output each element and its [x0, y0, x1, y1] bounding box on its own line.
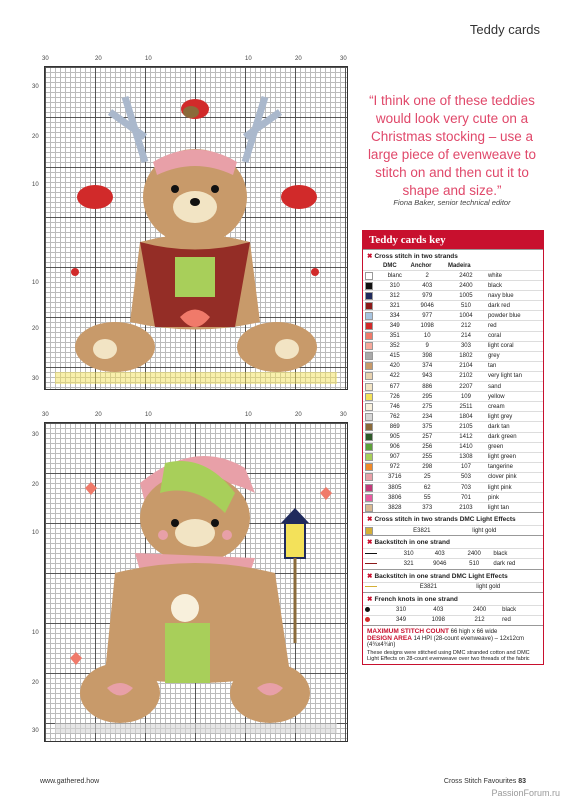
key-cell-madeira: 107 — [446, 462, 486, 472]
key-row — [363, 422, 543, 432]
axis-label: 10 — [145, 56, 152, 62]
key-cell-dmc: 906 — [381, 442, 408, 452]
key-title: Teddy cards key — [363, 231, 543, 249]
axis-label: 30 — [32, 432, 39, 438]
key-cell-madeira: 212 — [446, 321, 486, 331]
key-row — [363, 462, 543, 472]
key-cell-anchor: 2 — [408, 271, 445, 281]
max-label: MAXIMUM STITCH COUNT — [367, 627, 449, 635]
key-cell-madeira: 2402 — [446, 271, 486, 281]
key-cell-anchor: 295 — [408, 392, 445, 402]
symbol-swatch — [365, 527, 373, 535]
key-cell-anchor: 9 — [408, 341, 445, 351]
symbol-swatch — [365, 292, 373, 300]
key-cell-anchor: 234 — [408, 412, 445, 422]
key-row — [363, 281, 543, 291]
key-cell-name: green — [486, 442, 543, 452]
key-row — [363, 493, 543, 503]
symbol-swatch — [365, 302, 373, 310]
key-cell-name: grey — [486, 351, 543, 361]
cross-icon: ✖ — [367, 253, 373, 260]
key-subhead-cross: ✖ Cross stitch in two strands — [363, 249, 543, 262]
symbol-swatch — [365, 362, 373, 370]
key-cell-anchor: 403 — [423, 549, 457, 559]
col-dmc: DMC — [383, 263, 397, 269]
key-cell-dmc: blanc — [381, 271, 408, 281]
key-cell-dmc: 762 — [381, 412, 408, 422]
footer-page: Cross Stitch Favourites 83 — [443, 778, 526, 785]
symbol-swatch — [365, 393, 373, 401]
key-cell-dmc: 321 — [395, 559, 423, 569]
symbol-swatch — [365, 484, 373, 492]
axis-label: 30 — [32, 376, 39, 382]
key-cell-dmc: 351 — [381, 331, 408, 341]
key-row — [363, 361, 543, 371]
teddy-snowman-illustration — [45, 423, 347, 741]
key-row — [363, 526, 543, 536]
key-cell-anchor: 943 — [408, 371, 445, 381]
key-cell-madeira: 510 — [446, 301, 486, 311]
key-cell-anchor: 375 — [408, 422, 445, 432]
key-cell-dmc: 907 — [381, 452, 408, 462]
key-cell-dmc: 310 — [384, 605, 417, 615]
key-row — [363, 605, 543, 615]
key-cell-name: light gold — [474, 582, 543, 592]
key-cell-anchor — [455, 582, 465, 592]
symbol-swatch — [365, 272, 373, 280]
key-cell-name: sand — [486, 382, 543, 392]
key-cell-dmc: 310 — [381, 281, 408, 291]
key-cell-dmc: 349 — [384, 615, 417, 625]
key-cell-dmc: 3716 — [381, 472, 408, 482]
symbol-swatch — [365, 342, 373, 350]
key-cell-dmc: 3805 — [381, 482, 408, 492]
axis-label: 20 — [32, 482, 39, 488]
key-cell-dmc: 972 — [381, 462, 408, 472]
key-row — [363, 291, 543, 301]
axis-label: 10 — [245, 56, 252, 62]
symbol-swatch — [365, 383, 373, 391]
symbol-swatch — [365, 453, 373, 461]
cross-icon: ✖ — [367, 595, 373, 603]
symbol-swatch — [365, 463, 373, 471]
key-subhead-light: ✖ Cross stitch in two strands DMC Light Effects — [363, 512, 543, 525]
symbol-swatch — [365, 423, 373, 431]
key-cell-madeira — [460, 526, 470, 536]
teddy-reindeer-illustration — [45, 67, 347, 389]
key-cell-name: cream — [486, 402, 543, 412]
key-subhead-back: ✖ Backstitch in one strand — [363, 535, 543, 548]
key-cell-name: tan — [486, 361, 543, 371]
key-cell-anchor: 1098 — [408, 321, 445, 331]
key-cell-anchor: 1098 — [418, 615, 459, 625]
key-cell-name: red — [486, 321, 543, 331]
symbol-swatch — [365, 504, 373, 512]
key-cell-madeira: 701 — [446, 493, 486, 503]
axis-label: 20 — [32, 326, 39, 332]
key-cell-name: light green — [486, 452, 543, 462]
key-cell-madeira: 2103 — [446, 503, 486, 513]
thread-key — [362, 230, 544, 665]
key-cell-name: light gold — [470, 526, 543, 536]
axis-label: 10 — [32, 530, 39, 536]
symbol-swatch — [365, 413, 373, 421]
key-cell-madeira: 2400 — [459, 605, 500, 615]
axis-label: 30 — [32, 84, 39, 90]
key-row — [363, 442, 543, 452]
key-cell-dmc: E3821 — [394, 526, 449, 536]
key-cell-madeira: 2511 — [446, 402, 486, 412]
key-cell-name: navy blue — [486, 291, 543, 301]
watermark: PassionForum.ru — [491, 788, 560, 798]
key-cell-name: black — [486, 281, 543, 291]
quote-author: Fiona Baker, senior technical editor — [393, 198, 511, 207]
key-cell-madeira: 703 — [446, 482, 486, 492]
key-row — [363, 271, 543, 281]
axis-label: 10 — [145, 412, 152, 418]
max-value: 66 high x 66 wide — [450, 628, 498, 635]
french-knot-swatch — [365, 607, 370, 612]
key-row — [363, 331, 543, 341]
key-row — [363, 559, 543, 569]
symbol-swatch — [365, 312, 373, 320]
axis-label: 20 — [32, 680, 39, 686]
cross-icon: ✖ — [367, 572, 373, 580]
stitch-note: These designs were stitched using DMC stranded cotton and DMC Light Effects on 28-count evenweave over two threads of the fabric — [367, 649, 530, 662]
symbol-swatch — [365, 403, 373, 411]
key-cell-anchor: 275 — [408, 402, 445, 412]
key-table-french — [363, 605, 543, 625]
key-cell-anchor: 373 — [408, 503, 445, 513]
key-cell-anchor: 979 — [408, 291, 445, 301]
key-cell-name: light tan — [486, 503, 543, 513]
key-cell-madeira: 2400 — [457, 549, 491, 559]
key-row — [363, 321, 543, 331]
symbol-swatch — [365, 352, 373, 360]
key-cell-madeira: 2102 — [446, 371, 486, 381]
key-cell-name: yellow — [486, 392, 543, 402]
area-value: 14 HPI (28-count evenweave) – 12x12cm (4¾x4¾in) — [367, 635, 524, 648]
axis-label: 10 — [32, 182, 39, 188]
teddy-chart-snowman — [44, 422, 348, 742]
key-cell-dmc: 746 — [381, 402, 408, 412]
key-cell-name: dark red — [486, 301, 543, 311]
axis-label: 10 — [32, 630, 39, 636]
key-cell-madeira: 1308 — [446, 452, 486, 462]
symbol-swatch — [365, 282, 373, 290]
key-cell-name: clover pink — [486, 472, 543, 482]
key-row — [363, 503, 543, 513]
key-cell-dmc: 422 — [381, 371, 408, 381]
symbol-swatch — [365, 332, 373, 340]
key-cell-anchor: 10 — [408, 331, 445, 341]
key-row — [363, 402, 543, 412]
key-cell-anchor: 886 — [408, 382, 445, 392]
key-cell-anchor: 255 — [408, 452, 445, 462]
key-cell-madeira: 510 — [457, 559, 491, 569]
key-row — [363, 371, 543, 381]
key-row — [363, 482, 543, 492]
key-cell-madeira: 1005 — [446, 291, 486, 301]
cross-icon: ✖ — [367, 539, 373, 547]
key-cell-dmc: E3821 — [402, 582, 454, 592]
key-table-light — [363, 525, 543, 535]
key-cell-name: coral — [486, 331, 543, 341]
symbol-swatch — [365, 322, 373, 330]
key-cell-name: dark tan — [486, 422, 543, 432]
key-cell-madeira: 1410 — [446, 442, 486, 452]
key-cell-anchor: 62 — [408, 482, 445, 492]
key-cell-madeira: 212 — [459, 615, 500, 625]
backstitch-swatch — [365, 563, 377, 564]
key-cell-name: light coral — [486, 341, 543, 351]
key-cell-anchor: 257 — [408, 432, 445, 442]
backstitch-swatch — [365, 586, 377, 587]
symbol-swatch — [365, 433, 373, 441]
key-row — [363, 341, 543, 351]
key-cell-dmc: 3828 — [381, 503, 408, 513]
key-cell-madeira: 2104 — [446, 361, 486, 371]
area-label: DESIGN AREA — [367, 634, 412, 642]
symbol-swatch — [365, 473, 373, 481]
key-cell-dmc: 415 — [381, 351, 408, 361]
key-cell-dmc: 420 — [381, 361, 408, 371]
key-row — [363, 615, 543, 625]
axis-label: 30 — [340, 412, 347, 418]
key-cell-dmc: 312 — [381, 291, 408, 301]
key-cell-anchor: 374 — [408, 361, 445, 371]
key-cell-madeira — [464, 582, 474, 592]
key-cell-madeira: 109 — [446, 392, 486, 402]
axis-label: 20 — [95, 56, 102, 62]
key-table-back — [363, 548, 543, 568]
key-cell-dmc: 677 — [381, 382, 408, 392]
key-cell-madeira: 2105 — [446, 422, 486, 432]
key-cell-dmc: 310 — [395, 549, 423, 559]
pull-quote: “I think one of these teddies would look very cute on a Christmas stocking – use a large piece of evenweave to stitch on and then cut it to shape and size.” — [367, 93, 537, 198]
key-row — [363, 472, 543, 482]
key-cell-anchor: 9046 — [423, 559, 457, 569]
key-row — [363, 549, 543, 559]
key-cell-anchor: 403 — [408, 281, 445, 291]
key-cell-name: black — [500, 605, 543, 615]
key-row — [363, 392, 543, 402]
key-cell-madeira: 214 — [446, 331, 486, 341]
key-cell-anchor: 403 — [418, 605, 459, 615]
key-row — [363, 311, 543, 321]
key-cell-anchor: 9046 — [408, 301, 445, 311]
key-cell-madeira: 2400 — [446, 281, 486, 291]
key-cell-anchor: 977 — [408, 311, 445, 321]
key-row — [363, 301, 543, 311]
axis-label: 30 — [42, 412, 49, 418]
key-row — [363, 582, 543, 592]
key-cell-madeira: 2207 — [446, 382, 486, 392]
key-cell-name: dark green — [486, 432, 543, 442]
axis-label: 30 — [42, 56, 49, 62]
key-cell-dmc: 352 — [381, 341, 408, 351]
key-cell-dmc: 905 — [381, 432, 408, 442]
key-cell-madeira: 1412 — [446, 432, 486, 442]
axis-label: 20 — [95, 412, 102, 418]
axis-label: 20 — [295, 56, 302, 62]
key-cell-name: pink — [486, 493, 543, 503]
axis-label: 20 — [295, 412, 302, 418]
key-cell-madeira: 1004 — [446, 311, 486, 321]
key-subhead-back-light: ✖ Backstitch in one strand DMC Light Effects — [363, 569, 543, 582]
key-row — [363, 351, 543, 361]
symbol-swatch — [365, 494, 373, 502]
symbol-swatch — [365, 443, 373, 451]
key-cell-dmc: 349 — [381, 321, 408, 331]
french-knot-swatch — [365, 617, 370, 622]
col-anchor: Anchor — [410, 263, 432, 269]
col-madeira: Madeira — [447, 263, 471, 269]
key-row — [363, 412, 543, 422]
axis-label: 10 — [245, 412, 252, 418]
key-cell-name: light pink — [486, 482, 543, 492]
symbol-swatch — [365, 372, 373, 380]
key-cell-dmc: 3806 — [381, 493, 408, 503]
key-row — [363, 432, 543, 442]
axis-label: 10 — [32, 280, 39, 286]
key-cell-name: black — [491, 549, 543, 559]
key-footer — [363, 625, 543, 664]
key-cell-anchor: 256 — [408, 442, 445, 452]
axis-label: 30 — [32, 728, 39, 734]
key-cell-madeira: 303 — [446, 341, 486, 351]
key-cell-anchor — [450, 526, 460, 536]
axis-label: 20 — [32, 134, 39, 140]
key-cell-name: red — [500, 615, 543, 625]
key-cell-anchor: 25 — [408, 472, 445, 482]
key-cell-anchor: 398 — [408, 351, 445, 361]
key-table-back-light — [363, 582, 543, 592]
key-cell-madeira: 503 — [446, 472, 486, 482]
section-title: Teddy cards — [469, 22, 540, 37]
key-cell-madeira: 1804 — [446, 412, 486, 422]
key-cell-dmc: 334 — [381, 311, 408, 321]
key-cell-name: powder blue — [486, 311, 543, 321]
key-cell-madeira: 1802 — [446, 351, 486, 361]
key-cell-anchor: 55 — [408, 493, 445, 503]
backstitch-swatch — [365, 553, 377, 554]
key-row — [363, 452, 543, 462]
key-cell-name: tangerine — [486, 462, 543, 472]
key-cell-name: white — [486, 271, 543, 281]
key-row — [363, 382, 543, 392]
key-cell-dmc: 321 — [381, 301, 408, 311]
key-cell-name: light grey — [486, 412, 543, 422]
cross-icon: ✖ — [367, 516, 373, 524]
footer-url: www.gathered.how — [40, 778, 100, 785]
key-cell-anchor: 298 — [408, 462, 445, 472]
key-table-cross — [363, 262, 543, 512]
axis-label: 30 — [340, 56, 347, 62]
key-cell-dmc: 869 — [381, 422, 408, 432]
key-cell-name: dark red — [491, 559, 543, 569]
teddy-chart-reindeer — [44, 66, 348, 390]
key-subhead-french: ✖ French knots in one strand — [363, 592, 543, 605]
key-cell-dmc: 726 — [381, 392, 408, 402]
key-cell-name: very light tan — [486, 371, 543, 381]
